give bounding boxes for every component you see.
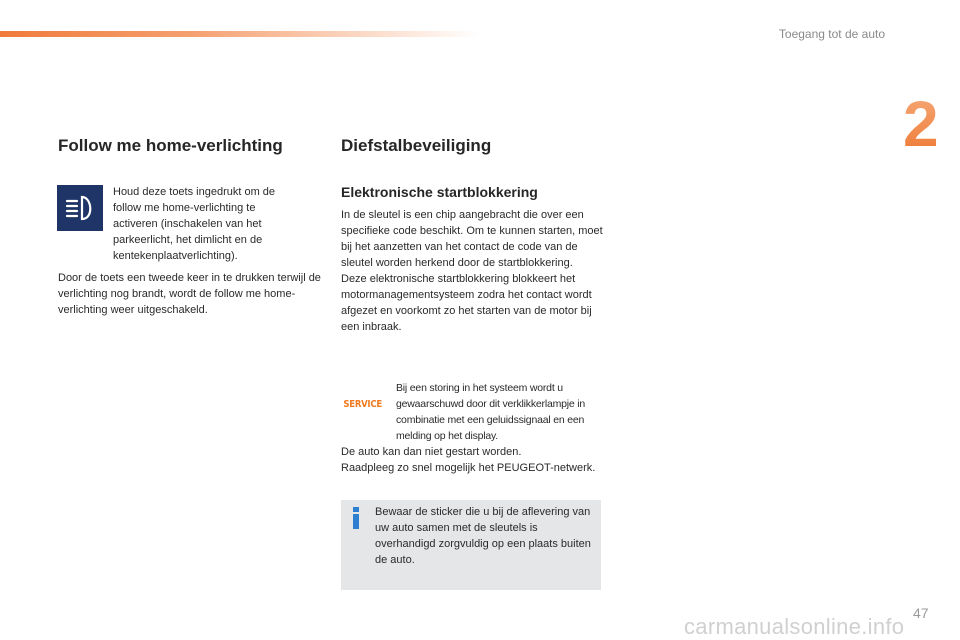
info-icon xyxy=(350,507,362,529)
immobiliser-subtitle: Elektronische startblokkering xyxy=(341,184,538,200)
page-number: 47 xyxy=(913,605,929,621)
sticker-text: Bewaar de sticker die u bij de aflevering van uw auto samen met de sleutels is overhandigd zorgvuldig op een plaats buiten de auto. xyxy=(375,506,591,566)
section-title: Toegang tot de auto xyxy=(778,27,885,41)
follow-me-home-hold-text: Houd deze toets ingedrukt om de follow me home-verlichting te activeren (inschakelen van het parkeerlicht, het dimlicht en de kentekenplaatverlichting). xyxy=(113,186,276,262)
follow-me-home-light-icon xyxy=(57,185,103,231)
service-label: SERVICE xyxy=(343,398,383,410)
immobiliser-failure-text: Bij een storing in het systeem wordt u gewaarschuwd door dit verklikkerlampje in combinatie met een geluidssignaal en een melding op het display. xyxy=(396,382,586,442)
anti-theft-title: Diefstalbeveiliging xyxy=(341,136,492,155)
follow-me-home-title: Follow me home-verlichting xyxy=(58,136,283,155)
header-accent-bar xyxy=(0,31,480,37)
service-warning-icon xyxy=(345,397,381,411)
immobiliser-outcome-text: De auto kan dan niet gestart worden. Raadpleeg zo snel mogelijk het PEUGEOT-netwerk. xyxy=(341,446,596,474)
chapter-number: 2 xyxy=(903,88,939,160)
follow-me-home-press-again-text: Door de toets een tweede keer in te drukken terwijl de verlichting nog brandt, wordt de follow me home-verlichting weer uitgeschakeld. xyxy=(58,272,321,316)
immobiliser-intro-text: In de sleutel is een chip aangebracht die over een specifieke code beschikt. Om te kunnen starten, moet bij het aanzetten van het contact de code van de sleutel worden herkend door de startblokkering. Deze elektronische startblokkering blokkeert het motormanagementsysteem zodra het contact wordt afgezet en voorkomt zo het starten van de motor bij een inbraak. xyxy=(341,209,603,333)
watermark: carmanualsonline.info xyxy=(684,614,905,639)
